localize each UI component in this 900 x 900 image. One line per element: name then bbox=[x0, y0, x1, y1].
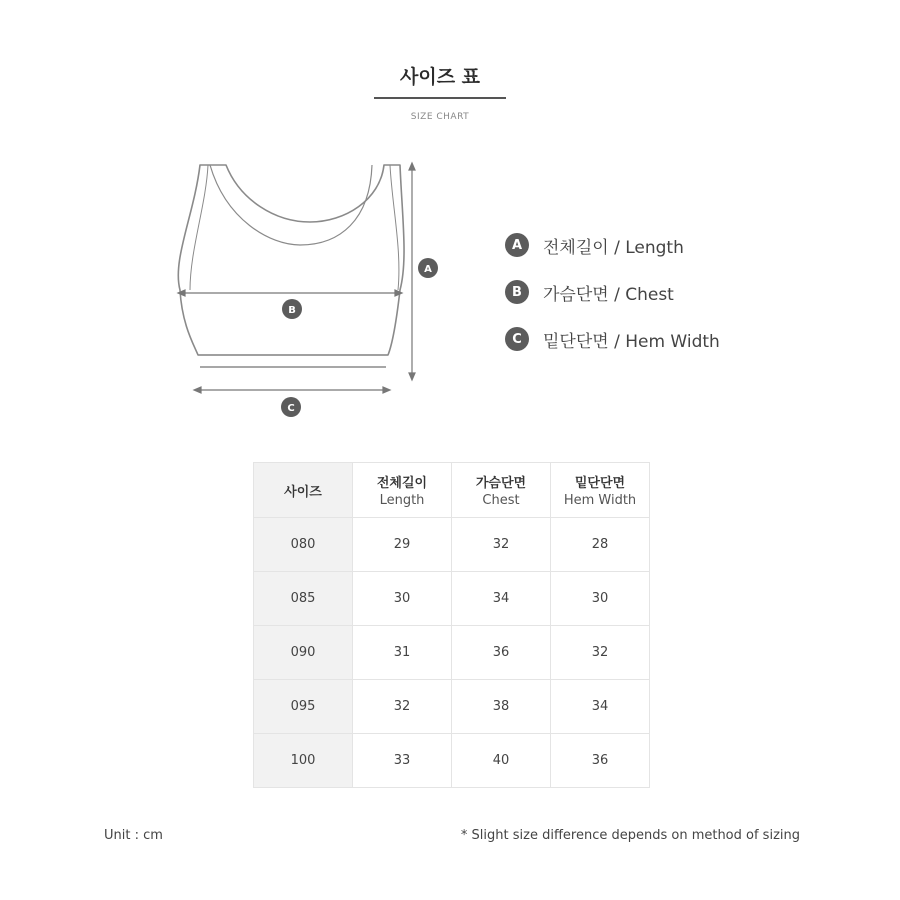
legend-label-chest: 가슴단면 / Chest bbox=[543, 284, 674, 305]
garment-diagram bbox=[160, 150, 460, 425]
cell-length: 33 bbox=[353, 734, 452, 788]
cell-hem-width: 30 bbox=[551, 572, 650, 626]
table-row bbox=[254, 518, 650, 572]
header-length-ko: 전체길이 bbox=[376, 476, 428, 491]
size-table bbox=[253, 462, 650, 788]
chest-arrow-right bbox=[395, 290, 402, 296]
legend-item-hem-width bbox=[505, 327, 720, 351]
table-header-row bbox=[254, 463, 650, 518]
cell-length: 29 bbox=[353, 518, 452, 572]
length-arrow-bottom bbox=[409, 373, 415, 380]
legend-badge-a: A bbox=[505, 233, 529, 257]
length-arrow-top bbox=[409, 163, 415, 170]
chest-arrow-left bbox=[178, 290, 185, 296]
header-length bbox=[353, 463, 452, 518]
legend-item-length bbox=[505, 233, 720, 257]
legend-item-chest bbox=[505, 280, 720, 304]
cell-size: 080 bbox=[254, 518, 353, 572]
hem-arrow-right bbox=[383, 387, 390, 393]
marker-a-label: A bbox=[424, 264, 432, 275]
cell-hem-width: 34 bbox=[551, 680, 650, 734]
cell-length: 32 bbox=[353, 680, 452, 734]
cell-size: 100 bbox=[254, 734, 353, 788]
cell-size: 090 bbox=[254, 626, 353, 680]
neckline-inner bbox=[210, 165, 372, 245]
cell-hem-width: 28 bbox=[551, 518, 650, 572]
cell-chest: 34 bbox=[452, 572, 551, 626]
hem-arrow-left bbox=[194, 387, 201, 393]
title-underline bbox=[374, 97, 506, 99]
header-length-en: Length bbox=[379, 493, 425, 508]
armhole-right bbox=[390, 165, 399, 290]
header-hem-width bbox=[551, 463, 650, 518]
garment-outline bbox=[178, 165, 404, 355]
legend-label-length: 전체길이 / Length bbox=[543, 237, 684, 258]
table-row bbox=[254, 626, 650, 680]
page-title: 사이즈 표 bbox=[399, 66, 481, 88]
cell-chest: 36 bbox=[452, 626, 551, 680]
legend-badge-b: B bbox=[505, 280, 529, 304]
header-size-ko: 사이즈 bbox=[284, 484, 322, 500]
legend-badge-c: C bbox=[505, 327, 529, 351]
table-row bbox=[254, 734, 650, 788]
marker-c-label: C bbox=[287, 403, 295, 414]
unit-label: Unit : cm bbox=[104, 828, 163, 843]
sizing-note: * Slight size difference depends on method of sizing bbox=[460, 828, 800, 843]
marker-b-label: B bbox=[288, 305, 296, 316]
legend-label-hem-width: 밑단단면 / Hem Width bbox=[543, 331, 720, 352]
cell-size: 085 bbox=[254, 572, 353, 626]
header-chest-en: Chest bbox=[482, 493, 520, 508]
cell-chest: 40 bbox=[452, 734, 551, 788]
measurement-legend bbox=[505, 233, 720, 374]
header-hem-ko: 밑단단면 bbox=[574, 476, 626, 491]
page-subtitle: SIZE CHART bbox=[410, 112, 470, 122]
cell-chest: 38 bbox=[452, 680, 551, 734]
cell-hem-width: 36 bbox=[551, 734, 650, 788]
header-hem-en: Hem Width bbox=[563, 493, 637, 508]
header-chest bbox=[452, 463, 551, 518]
header-chest-ko: 가슴단면 bbox=[475, 476, 527, 491]
cell-size: 095 bbox=[254, 680, 353, 734]
armhole-left bbox=[190, 165, 208, 290]
cell-hem-width: 32 bbox=[551, 626, 650, 680]
table-row bbox=[254, 572, 650, 626]
cell-length: 30 bbox=[353, 572, 452, 626]
cell-chest: 32 bbox=[452, 518, 551, 572]
cell-length: 31 bbox=[353, 626, 452, 680]
table-row bbox=[254, 680, 650, 734]
header-size bbox=[254, 463, 353, 518]
